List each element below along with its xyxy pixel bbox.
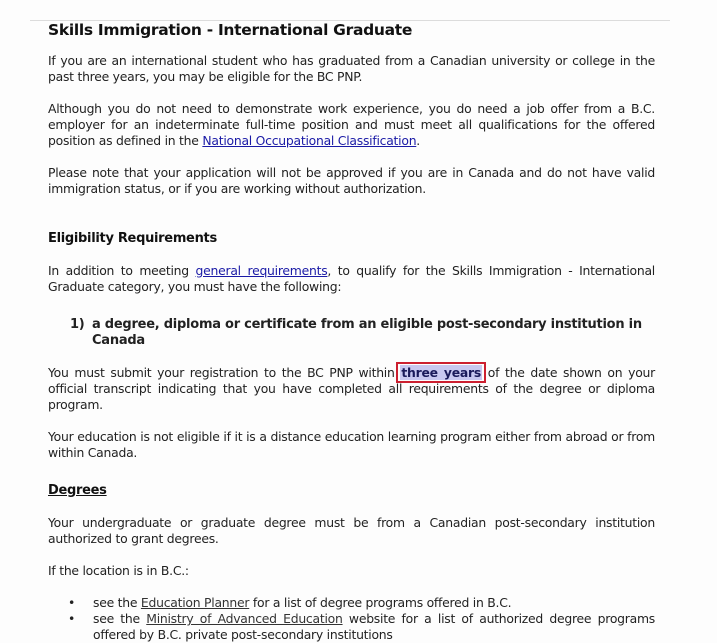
list-item [93, 595, 655, 611]
bullet-text-end: for a list of degree programs offered in B.C. [249, 595, 512, 610]
intro-paragraph-2 [48, 101, 655, 149]
submit-text: You must submit your registration to the BC PNP within [48, 365, 401, 380]
submit-text-end: of the date shown on your official transcript indicating that you have completed all requirements of the degree or diploma program. [48, 365, 655, 412]
item-number: 1) [70, 317, 85, 332]
page-title: Skills Immigration - International Graduate [48, 21, 413, 39]
general-requirements-link[interactable]: general requirements [195, 263, 328, 278]
degrees-paragraph: Your undergraduate or graduate degree must be from a Canadian post-secondary institution authorized to grant degrees. [48, 515, 655, 546]
submit-paragraph [48, 365, 655, 413]
degrees-heading: Degrees [48, 483, 107, 498]
intro-paragraph-3: Please note that your application will not be approved if you are in Canada and do not have valid immigration status, or if you are working without authorization. [48, 165, 655, 196]
distance-paragraph: Your education is not eligible if it is a distance education learning program either from abroad or from within Canada. [48, 429, 655, 460]
eligibility-text: In addition to meeting [48, 263, 196, 278]
intro-text-end: . [416, 133, 420, 148]
item-text: a degree, diploma or certificate from an eligible post-secondary institution in Canada [92, 317, 642, 348]
ministry-link[interactable]: Ministry of Advanced Education [146, 611, 343, 626]
bullet-text: see the [93, 611, 147, 626]
eligibility-heading: Eligibility Requirements [48, 231, 217, 246]
eligibility-text-end: , to qualify for the Skills Immigration - International Graduate category, you must have the following: [48, 263, 655, 294]
document-page [48, 22, 655, 643]
degree-resources-list [48, 595, 655, 643]
education-planner-link[interactable]: Education Planner [140, 595, 250, 610]
requirement-item [70, 317, 655, 349]
noc-link[interactable]: National Occupational Classification [202, 133, 417, 148]
bullet-text: see the [93, 595, 141, 610]
eligibility-intro [48, 263, 655, 295]
highlighted-text [400, 365, 482, 380]
intro-paragraph-1: If you are an international student who has graduated from a Canadian university or college in the past three years, you may be eligible for the BC PNP. [48, 53, 655, 84]
list-item [93, 611, 655, 643]
intro-text: Although you do not need to demonstrate work experience, you do need a job offer from a B.C. employer for an indeterminate full-time position and must meet all qualifications for the offered position as defined in the [48, 101, 655, 148]
bullet-text-end: website for a list of authorized degree programs offered by B.C. private post-secondary institutions [93, 611, 655, 642]
location-paragraph: If the location is in B.C.: [48, 563, 189, 578]
highlight-label: three years [401, 365, 482, 380]
highlight-box [396, 362, 486, 383]
